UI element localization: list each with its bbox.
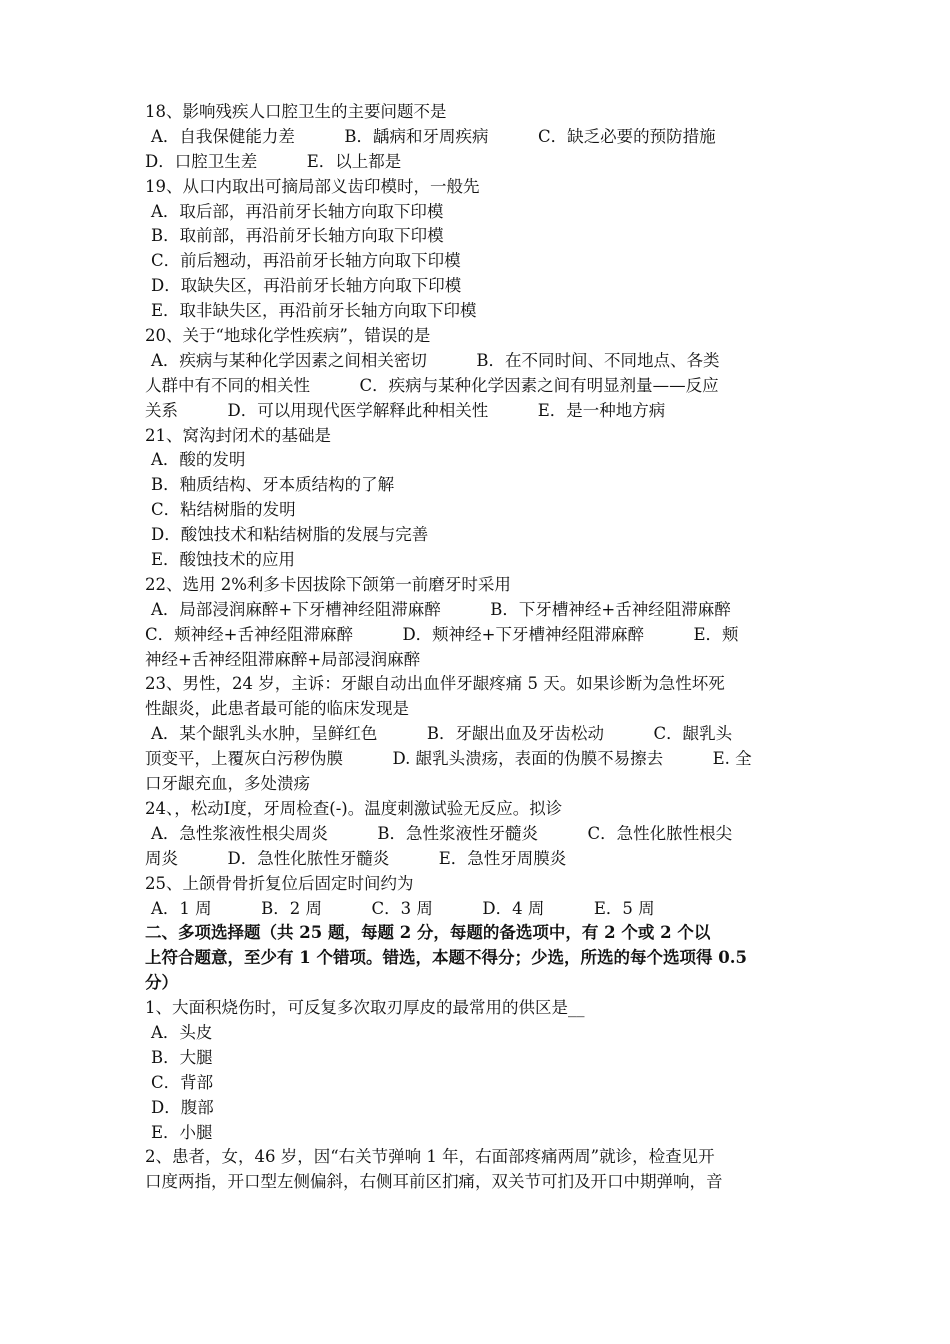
- option-line: E．取非缺失区，再沿前牙长轴方向取下印模: [151, 301, 477, 321]
- option-line: A．头皮: [151, 1022, 213, 1042]
- option-line: B．取前部，再沿前牙长轴方向取下印模: [151, 226, 444, 246]
- question-line: 性龈炎，此患者最可能的临床发现是: [145, 699, 409, 719]
- option-line: D．酸蚀技术和粘结树脂的发展与完善: [151, 525, 429, 545]
- question-line: 25、上颌骨骨折复位后固定时间约为: [145, 873, 414, 893]
- option-line: A．局部浸润麻醉+下牙槽神经阻滞麻醉 B．下牙槽神经+舌神经阻滞麻醉: [151, 599, 731, 619]
- question-line: 顶变平，上覆灰白污秽伪膜 D. 龈乳头溃疡，表面的伪膜不易擦去 E. 全: [145, 749, 752, 769]
- question-line: 19、从口内取出可摘局部义齿印模时，一般先: [145, 176, 480, 196]
- option-line: E．酸蚀技术的应用: [151, 550, 296, 570]
- question-line: 2、患者，女，46 岁，因“右关节弹响 1 年，右面部疼痛两周”就诊，检查见开: [145, 1147, 715, 1167]
- document-body: [145, 100, 810, 1195]
- question-line: 周炎 D．急性化脓性牙髓炎 E．急性牙周膜炎: [145, 848, 567, 868]
- option-line: A．酸的发明: [151, 450, 246, 470]
- question-line: 23、男性，24 岁，主诉：牙龈自动出血伴牙龈疼痛 5 天。如果诊断为急性坏死: [145, 674, 725, 694]
- section-heading-line: 二、多项选择题（共 25 题，每题 2 分，每题的备选项中，有 2 个或 2 个以: [145, 923, 711, 943]
- option-line: C．粘结树脂的发明: [151, 500, 296, 520]
- option-line: D．取缺失区，再沿前牙长轴方向取下印模: [151, 276, 462, 296]
- question-line: 21、窝沟封闭术的基础是: [145, 425, 331, 445]
- question-line: 18、影响残疾人口腔卫生的主要问题不是: [145, 102, 447, 121]
- option-line: A．取后部，再沿前牙长轴方向取下印模: [151, 201, 444, 221]
- option-line: A．自我保健能力差 B．龋病和牙周疾病 C．缺乏必要的预防措施: [151, 126, 716, 146]
- question-line: 关系 D．可以用现代医学解释此种相关性 E．是一种地方病: [145, 400, 666, 420]
- question-line: 神经+舌神经阻滞麻醉+局部浸润麻醉: [145, 649, 421, 669]
- question-line: 人群中有不同的相关性 C．疾病与某种化学因素之间有明显剂量——反应: [145, 375, 719, 395]
- option-line: C．前后翘动，再沿前牙长轴方向取下印模: [151, 251, 461, 271]
- option-line: A．急性浆液性根尖周炎 B．急性浆液性牙髓炎 C．急性化脓性根尖: [151, 823, 733, 843]
- question-line: 1、大面积烧伤时，可反复多次取刃厚皮的最常用的供区是__: [145, 998, 585, 1018]
- option-line: A．1 周 B．2 周 C．3 周 D．4 周 E．5 周: [151, 898, 655, 918]
- section-heading-line: 分）: [145, 973, 178, 993]
- option-line: A．某个龈乳头水肿，呈鲜红色 B．牙龈出血及牙齿松动 C．龈乳头: [151, 724, 733, 744]
- section-heading-line: 上符合题意，至少有 1 个错项。错选，本题不得分；少选，所选的每个选项得 0.5: [145, 948, 747, 968]
- question-line: 24、，松动Ⅰ度，牙周检查(-)。温度刺激试验无反应。拟诊: [145, 798, 563, 818]
- question-line: 口度两指，开口型左侧偏斜，右侧耳前区扪痛，双关节可扪及开口中期弹响，音: [145, 1172, 723, 1192]
- question-line: C．颊神经+舌神经阻滞麻醉 D．颊神经+下牙槽神经阻滞麻醉 E．颊: [145, 624, 739, 644]
- question-line: 20、关于“地球化学性疾病”，错误的是: [145, 326, 431, 346]
- option-line: D．腹部: [151, 1097, 214, 1117]
- option-line: B．釉质结构、牙本质结构的了解: [151, 475, 395, 495]
- question-line: D．口腔卫生差 E．以上都是: [145, 151, 402, 171]
- question-line: 口牙龈充血，多处溃疡: [145, 774, 310, 794]
- option-line: E．小腿: [151, 1122, 213, 1142]
- option-line: B．大腿: [151, 1047, 213, 1067]
- option-line: C．背部: [151, 1072, 214, 1092]
- option-line: A．疾病与某种化学因素之间相关密切 B．在不同时间、不同地点、各类: [151, 350, 720, 370]
- question-line: 22、选用 2%利多卡因拔除下颌第一前磨牙时采用: [145, 574, 511, 594]
